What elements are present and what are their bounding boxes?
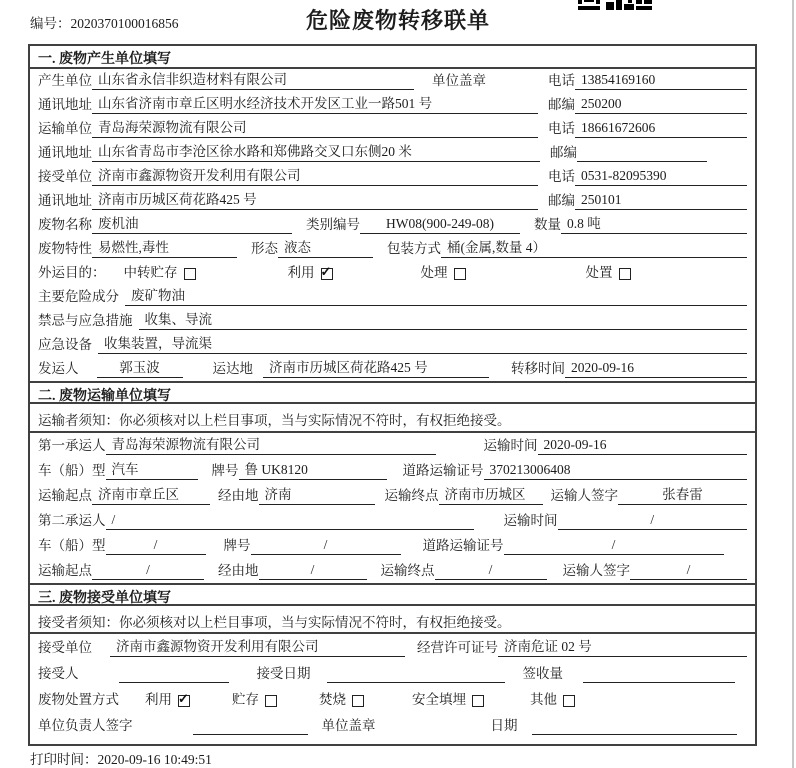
route-via-value: 济南 (259, 483, 375, 505)
row-first-carrier (30, 433, 755, 458)
purpose-treat-label: 处理 (420, 265, 448, 280)
transporter-address-label: 通讯地址 (38, 145, 92, 160)
row-waste-traits (30, 237, 755, 261)
accept-unit-value: 济南市鑫源物资开发利用有限公司 (110, 635, 405, 657)
print-time-value: 2020-09-16 10:49:51 (97, 752, 212, 767)
purpose-dispose-label: 处置 (585, 265, 613, 280)
disposal-utilize-label: 利用 (145, 692, 172, 707)
disposal-landfill-label: 安全填埋 (412, 692, 466, 707)
carrier-signature-value: 张春雷 (618, 483, 747, 505)
transporter-phone-value: 18661672606 (575, 120, 747, 138)
destination-label: 运达地 (212, 361, 253, 376)
form-state-label: 形态 (251, 241, 278, 256)
receiver-phone-label: 电话 (548, 169, 575, 184)
receiver-unit-value: 济南市鑫源物资开发利用有限公司 (92, 164, 538, 186)
transporter-unit-label: 运输单位 (38, 121, 92, 136)
row-vehicle-type (30, 458, 755, 483)
packaging-value: 桶(金属,数量 4） (441, 236, 747, 258)
row-disposal-method (30, 686, 755, 712)
quantity-value: 0.8 吨 (561, 212, 747, 234)
row-hazard-components (30, 285, 755, 309)
section2-header: 二. 废物运输单位填写 (30, 381, 755, 404)
purpose-dispose (586, 261, 631, 282)
date-value (532, 717, 738, 735)
row-consignor (30, 357, 755, 381)
vehicle-type-label: 车（船）型 (38, 463, 106, 478)
row-receiver-unit (30, 165, 755, 189)
purpose-utilize-label: 利用 (287, 265, 315, 280)
route-end2-label: 运输终点 (380, 563, 435, 578)
road-permit2-label: 道路运输证号 (422, 538, 504, 553)
carrier-signature-label: 运输人签字 (550, 488, 618, 503)
route-end2-value: / (435, 562, 547, 580)
route-via2-label: 经由地 (218, 563, 259, 578)
form-state-value: 液态 (278, 236, 373, 258)
hazard-components-label: 主要危险成分 (38, 289, 119, 304)
second-carrier-label: 第二承运人 (38, 513, 106, 528)
row-waste-name (30, 213, 755, 237)
purpose-treat (421, 261, 466, 282)
transfer-date-value: 2020-09-16 (565, 360, 747, 378)
accept-date-label: 接受日期 (256, 666, 311, 681)
accept-person-label: 接受人 (38, 666, 79, 681)
row-producer-address (30, 93, 755, 117)
first-carrier-value: 青岛海荣源物流有限公司 (106, 433, 436, 455)
transport-time-label: 运输时间 (483, 438, 538, 453)
waste-name-label: 废物名称 (38, 217, 92, 232)
disposal-landfill (412, 688, 484, 709)
transport-time2-value: / (558, 512, 748, 530)
date-label: 日期 (490, 718, 518, 733)
qr-code-fragment (578, 0, 652, 10)
disposal-incinerate-label: 焚烧 (319, 692, 346, 707)
row-transporter-unit (30, 117, 755, 141)
disposal-landfill-checkbox (472, 695, 484, 707)
print-time-label: 打印时间： (30, 752, 98, 767)
license-number-value: 济南危证 02 号 (498, 635, 747, 657)
category-code-value: HW08(900-249-08) (360, 216, 520, 234)
vehicle-type2-value: / (106, 537, 206, 555)
row-second-carrier (30, 508, 755, 533)
disposal-incinerate-checkbox (352, 695, 364, 707)
transporter-unit-value: 青岛海荣源物流有限公司 (92, 116, 538, 138)
vehicle-type-value: 汽车 (106, 458, 198, 480)
plate-number2-label: 牌号 (223, 538, 251, 553)
section3-header: 三. 废物接受单位填写 (30, 583, 755, 606)
carrier-signature2-value: / (630, 562, 747, 580)
receiver-unit-label: 接受单位 (38, 169, 92, 184)
plate-number2-value: / (251, 537, 401, 555)
receiver-address-label: 通讯地址 (38, 193, 92, 208)
row-accept-person (30, 660, 755, 686)
receiver-zip-value: 250101 (575, 192, 747, 210)
row-transporter-address (30, 141, 755, 165)
second-carrier-value: / (106, 512, 474, 530)
page-title: 危险废物转移联单 (305, 8, 490, 33)
row-producer-unit (30, 69, 755, 93)
receiver-notice: 接受者须知：你必须核对以上栏目事项，当与实际情况不符时，有权拒绝接受。 (30, 606, 755, 634)
section1-header: 一. 废物产生单位填写 (30, 46, 755, 69)
waste-traits-label: 废物特性 (38, 241, 92, 256)
route-origin-value: 济南市章丘区 (92, 483, 210, 505)
purpose-transit-storage (124, 261, 196, 282)
producer-unit-label: 产生单位 (38, 73, 92, 88)
destination-value: 济南市历城区荷花路425 号 (263, 356, 489, 378)
hazard-components-value: 废矿物油 (125, 284, 747, 306)
producer-address-value: 山东省济南市章丘区明水经济技术开发区工业一路501 号 (92, 92, 538, 114)
unit-seal-label: 单位盖章 (432, 73, 486, 88)
producer-zip-value: 250200 (575, 96, 747, 114)
carrier-signature2-label: 运输人签字 (562, 563, 630, 578)
disposal-storage-checkbox (265, 695, 277, 707)
transfer-purpose-label: 外运目的： (38, 265, 106, 280)
waste-traits-value: 易燃性,毒性 (92, 236, 237, 258)
transporter-notice: 运输者须知：你必须核对以上栏目事项，当与实际情况不符时，有权拒绝接受。 (30, 404, 755, 433)
serial-number: 2020370100016856 (70, 16, 179, 31)
route-via2-value: / (259, 562, 367, 580)
route-via-label: 经由地 (218, 488, 259, 503)
category-code-label: 类别编号 (306, 217, 360, 232)
accept-date-value (327, 665, 505, 683)
disposal-storage (232, 688, 277, 709)
emergency-measures-label: 禁忌与应急措施 (38, 313, 133, 328)
unit-seal2-label: 单位盖章 (321, 718, 376, 733)
vehicle-type2-label: 车（船）型 (38, 538, 106, 553)
row-transfer-purpose (30, 261, 755, 285)
packaging-label: 包装方式 (387, 241, 441, 256)
accept-unit-label: 接受单位 (38, 640, 92, 655)
accept-person-value (119, 665, 229, 683)
manifest-form (28, 44, 757, 746)
responsible-signature-label: 单位负责人签字 (38, 718, 133, 733)
quantity-label: 数量 (534, 217, 561, 232)
row-transport-route2 (30, 558, 755, 583)
waste-name-value: 废机油 (92, 212, 292, 234)
transport-time-value: 2020-09-16 (538, 437, 748, 455)
transporter-phone-label: 电话 (548, 121, 575, 136)
producer-unit-value: 山东省永信非织造材料有限公司 (92, 68, 414, 90)
receiver-phone-value: 0531-82095390 (575, 168, 747, 186)
purpose-treat-checkbox (454, 268, 466, 280)
row-vehicle-type2 (30, 533, 755, 558)
disposal-method-label: 废物处置方式 (38, 692, 119, 707)
first-carrier-label: 第一承运人 (38, 438, 106, 453)
consignor-label: 发运人 (38, 361, 79, 376)
disposal-incinerate (319, 688, 364, 709)
responsible-signature-value (193, 717, 308, 735)
transporter-zip-value (577, 144, 707, 162)
disposal-utilize (145, 688, 190, 709)
producer-zip-label: 邮编 (548, 97, 575, 112)
purpose-transit-storage-checkbox (184, 268, 196, 280)
purpose-utilize-checkbox (321, 268, 333, 280)
route-origin2-label: 运输起点 (38, 563, 92, 578)
disposal-other-label: 其他 (530, 692, 557, 707)
emergency-measures-value: 收集、导流 (139, 308, 748, 330)
row-emergency-measures (30, 309, 755, 333)
road-permit-value: 370213006408 (484, 462, 748, 480)
transporter-zip-label: 邮编 (550, 145, 577, 160)
serial-label: 编号： (30, 16, 71, 31)
emergency-equipment-label: 应急设备 (38, 337, 92, 352)
producer-phone-label: 电话 (548, 73, 575, 88)
received-amount-value (583, 665, 735, 683)
purpose-transit-storage-label: 中转贮存 (123, 265, 178, 280)
row-transport-route (30, 483, 755, 508)
row-receiver-address (30, 189, 755, 213)
page-edge-divider (792, 0, 794, 768)
route-origin2-value: / (92, 562, 204, 580)
disposal-other (530, 688, 575, 709)
transport-time2-label: 运输时间 (503, 513, 558, 528)
purpose-dispose-checkbox (619, 268, 631, 280)
receiver-address-value: 济南市历城区荷花路425 号 (92, 188, 538, 210)
transporter-address-value: 山东省青岛市李沧区徐水路和郑佛路交叉口东侧20 米 (92, 140, 540, 162)
purpose-utilize (288, 261, 333, 282)
producer-address-label: 通讯地址 (38, 97, 92, 112)
producer-phone-value: 13854169160 (575, 72, 747, 90)
road-permit-label: 道路运输证号 (402, 463, 484, 478)
receiver-zip-label: 邮编 (548, 193, 575, 208)
row-responsible-signature (30, 712, 755, 738)
disposal-storage-label: 贮存 (232, 692, 259, 707)
disposal-other-checkbox (563, 695, 575, 707)
disposal-utilize-checkbox (178, 695, 190, 707)
consignor-value: 郭玉波 (97, 356, 183, 378)
route-origin-label: 运输起点 (38, 488, 92, 503)
license-number-label: 经营许可证号 (417, 640, 498, 655)
row-accept-unit (30, 634, 755, 660)
received-amount-label: 签收量 (522, 666, 563, 681)
plate-number-value: 鲁 UK8120 (239, 458, 387, 480)
print-time-line (30, 748, 212, 768)
transfer-date-label: 转移时间 (511, 361, 565, 376)
emergency-equipment-value: 收集装置，导流渠 (98, 332, 747, 354)
row-emergency-equipment (30, 333, 755, 357)
road-permit2-value: / (504, 537, 724, 555)
route-end-value: 济南市历城区 (439, 483, 543, 505)
route-end-label: 运输终点 (384, 488, 439, 503)
plate-number-label: 牌号 (211, 463, 239, 478)
